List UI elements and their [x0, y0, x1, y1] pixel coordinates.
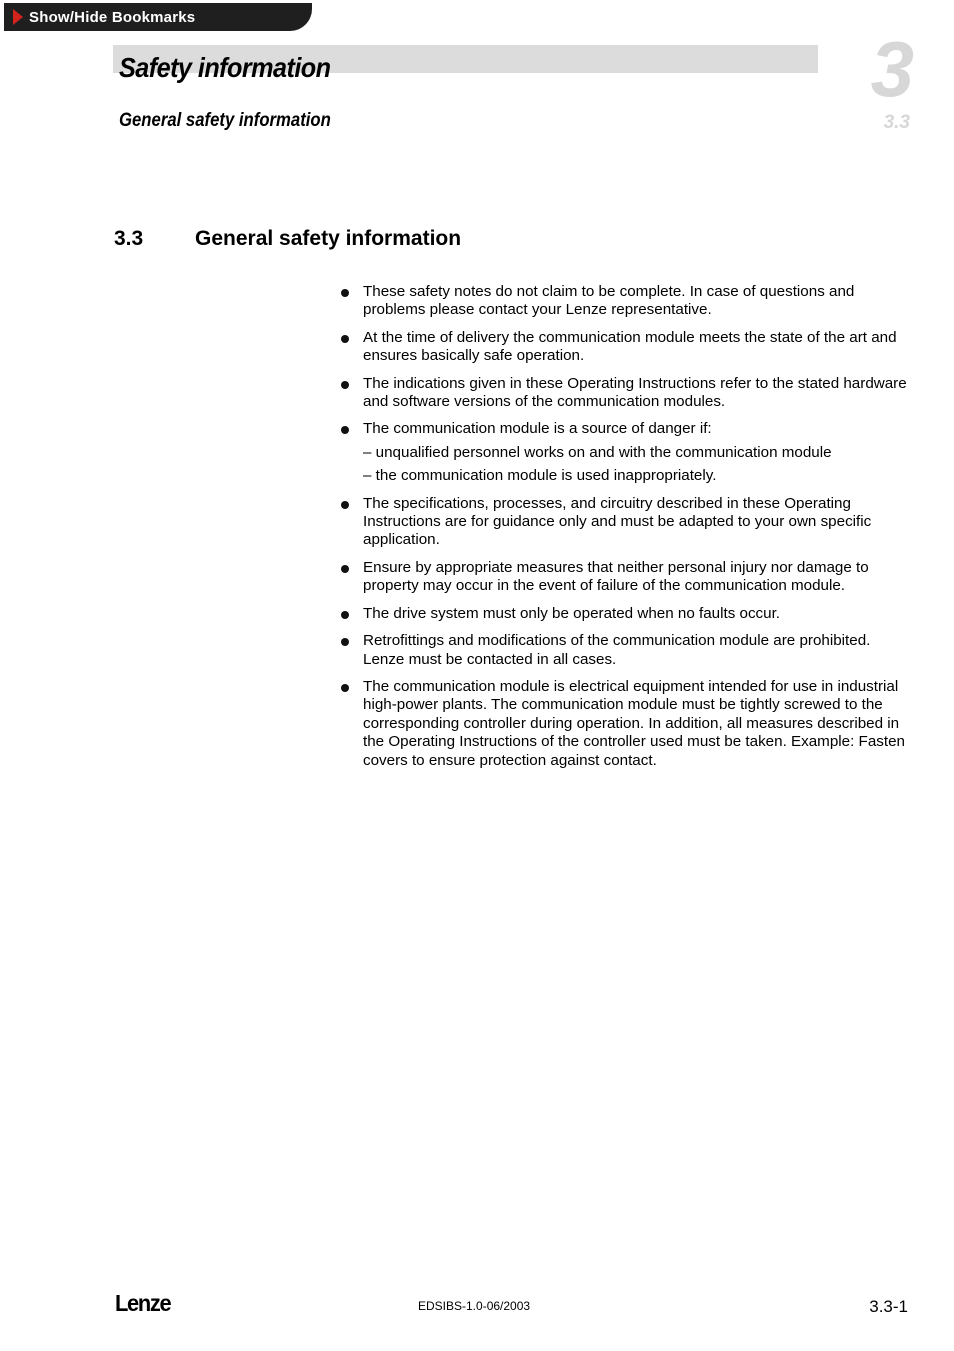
bullet-icon	[341, 289, 349, 297]
bullet-text: Retrofittings and modifications of the communication module are prohibited. Lenze must be contacted in all cases.	[363, 632, 871, 668]
bullet-icon	[341, 426, 349, 434]
lenze-logo: Lenze	[115, 1290, 171, 1316]
triangle-right-icon	[13, 9, 23, 25]
page-title: Safety information	[119, 52, 331, 83]
list-item	[340, 329, 908, 366]
bullet-text: Ensure by appropriate measures that neither personal injury nor damage to property may occur in the event of failure of the communication module.	[363, 558, 869, 595]
bullet-icon	[341, 611, 349, 619]
bullet-subitem: – unqualified personnel works on and with the communication module	[363, 443, 832, 461]
list-item	[340, 495, 908, 550]
bullet-icon	[341, 684, 349, 692]
show-hide-bookmarks-label: Show/Hide Bookmarks	[29, 8, 196, 26]
show-hide-bookmarks-button[interactable]	[4, 3, 312, 31]
section-number: 3.3	[114, 227, 144, 250]
list-item	[340, 283, 908, 320]
bullet-icon	[341, 335, 349, 343]
list-item	[340, 420, 908, 485]
safety-bullet-list	[340, 283, 908, 779]
list-item	[340, 559, 908, 596]
page-subtitle: General safety information	[119, 110, 331, 131]
chapter-section-number: 3.3	[883, 112, 910, 133]
bullet-icon	[341, 638, 349, 646]
bullet-text: The drive system must only be operated when no faults occur.	[363, 604, 781, 622]
bullet-text: At the time of delivery the communication module meets the state of the art and ensures basically safe operation.	[363, 328, 897, 365]
bullet-text: The communication module is electrical equipment intended for use in industrial high-power plants. The communication module must be tightly screwed to the corresponding controller during operation. In addition, all measures described in the Operating Instructions of the controller used must be taken. Example: Fasten covers to ensure protection against contact.	[363, 677, 905, 769]
bullet-icon	[341, 565, 349, 573]
list-item	[340, 375, 908, 412]
list-item	[340, 678, 908, 770]
bullet-text: The communication module is a source of danger if:	[363, 420, 712, 438]
section-title: General safety information	[195, 227, 462, 250]
bullet-subitem: – the communication module is used inappropriately.	[363, 467, 717, 485]
bullet-icon	[341, 501, 349, 509]
bullet-text: The indications given in these Operating Instructions refer to the stated hardware and software versions of the communication modules.	[363, 374, 907, 411]
chapter-number: 3	[870, 25, 914, 113]
list-item	[340, 632, 908, 669]
bullet-text: The specifications, processes, and circuitry described in these Operating Instructions are for guidance only and must be adapted to your own specific application.	[363, 494, 872, 549]
list-item	[340, 605, 908, 623]
document-code: EDSIBS-1.0-06/2003	[418, 1299, 531, 1313]
section-heading	[114, 227, 461, 251]
page-number: 3.3-1	[869, 1297, 908, 1316]
bullet-text: These safety notes do not claim to be complete. In case of questions and problems please contact your Lenze representative.	[363, 283, 855, 319]
bullet-icon	[341, 381, 349, 389]
